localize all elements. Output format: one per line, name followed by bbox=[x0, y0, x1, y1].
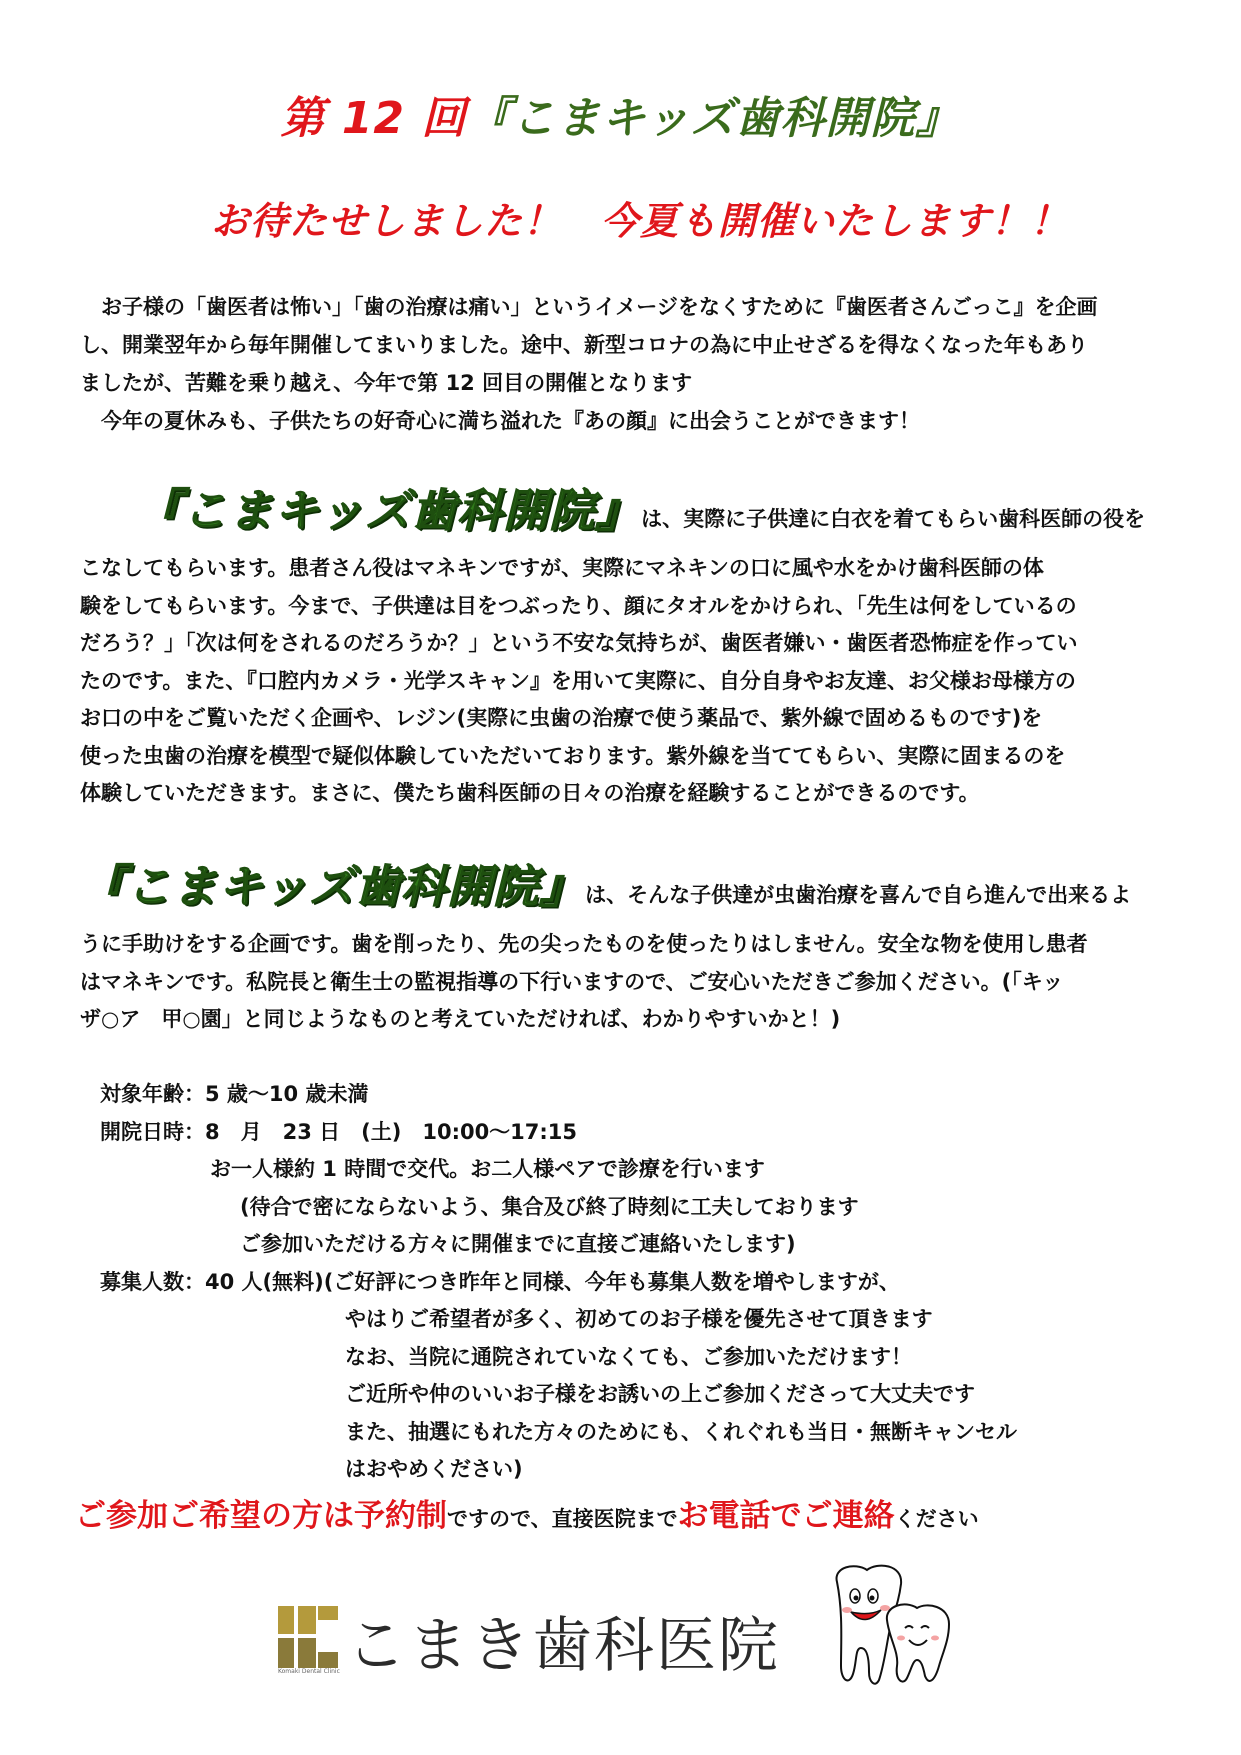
event-details bbox=[100, 1076, 1160, 1489]
recruit-note: やはりご希望者が多く、初めてのお子様を優先させて頂きます bbox=[345, 1307, 933, 1331]
block2-first-text: は、そんな子供達が虫歯治療を喜んで自ら進んで出来るよ bbox=[585, 883, 1132, 907]
date-value: 8 月 23 日 (土) 10:00～17:15 bbox=[205, 1119, 578, 1144]
recruit-row bbox=[100, 1264, 1160, 1302]
clinic-name: こまき歯科医院 bbox=[346, 1611, 780, 1681]
recruit-note: はおやめください) bbox=[345, 1457, 523, 1481]
title-prefix: 第 12 回 bbox=[280, 93, 467, 144]
description-block-1 bbox=[80, 480, 1160, 813]
block1-line: 体験していただきます。まさに、僕たち歯科医師の日々の治療を経験することができるのです。 bbox=[80, 781, 980, 805]
description-block-2 bbox=[80, 856, 1160, 1039]
cta-phone: お電話でご連絡 bbox=[677, 1498, 895, 1534]
block1-line: こなしてもらいます。患者さん役はマネキンですが、実際にマネキンの口に風や水をかけ歯科医師の体 bbox=[80, 556, 1044, 580]
logo-k-icon bbox=[278, 1606, 338, 1668]
call-to-action bbox=[75, 1490, 1175, 1535]
date-note: ご参加いただける方々に開催までに直接ご連絡いたします) bbox=[240, 1232, 796, 1256]
recruit-label: 募集人数： bbox=[100, 1269, 205, 1294]
teeth-mascot-icon bbox=[825, 1562, 965, 1692]
date-row bbox=[100, 1114, 1160, 1152]
recruit-note: また、抽選にもれた方々のためにも、くれぐれも当日・無断キャンセル bbox=[345, 1419, 1017, 1444]
block2-emphasis: 『こまキッズ歯科開院』 bbox=[80, 860, 586, 913]
block2-first-line bbox=[80, 856, 1160, 926]
age-label: 対象年齢： bbox=[100, 1082, 205, 1106]
intro-paragraph bbox=[80, 288, 1160, 440]
intro-line: 今年の夏休みも、子供たちの好奇心に満ち溢れた『あの顔』に出会うことができます！ bbox=[80, 409, 920, 433]
block1-line: たのです。また、『口腔内カメラ・光学スキャン』を用いて実際に、自分自身やお友達、お父様お母様方の bbox=[80, 668, 1076, 693]
intro-line: ましたが、苦難を乗り越え、今年で第 12 回目の開催となります bbox=[80, 371, 693, 395]
block2-line: はマネキンです。私院長と衛生士の監視指導の下行いますので、ご安心いただきご参加ください。(「キッ bbox=[80, 969, 1064, 994]
title-name: 『こまキッズ歯科開院』 bbox=[466, 93, 961, 144]
intro-line: し、開業翌年から毎年開催してまいりました。途中、新型コロナの為に中止せざるを得なくなった年もあり bbox=[80, 333, 1088, 357]
subtitle: お待たせしました！ 今夏も開催いたします！！ bbox=[210, 199, 1069, 243]
cta-text-end: ください bbox=[894, 1507, 979, 1531]
intro-line: お子様の「歯医者は怖い」「歯の治療は痛い」というイメージをなくすために『歯医者さんごっこ』を企画 bbox=[80, 295, 1098, 319]
block1-line: お口の中をご覧いただく企画や、レジン(実際に虫歯の治療で使う薬品で、紫外線で固めるものです)を bbox=[80, 706, 1043, 730]
cta-text: ですので、直接医院まで bbox=[447, 1507, 678, 1531]
block1-first-line bbox=[80, 480, 1160, 550]
block2-line: ザ○ア 甲○園」と同じようなものと考えていただければ、わかりやすいかと！) bbox=[80, 1007, 841, 1031]
date-label: 開院日時： bbox=[100, 1119, 205, 1144]
date-note: お一人様約 1 時間で交代。お二人様ペアで診療を行います bbox=[210, 1157, 765, 1181]
block1-line: だろう？」「次は何をされるのだろうか？」という不安な気持ちが、歯医者嫌い・歯医者恐怖症を作ってい bbox=[80, 631, 1078, 655]
clinic-logo bbox=[278, 1598, 818, 1681]
date-note: (待合で密にならないよう、集合及び終了時刻に工夫しております bbox=[240, 1194, 859, 1219]
age-row bbox=[100, 1076, 1160, 1114]
block1-line: 使った虫歯の治療を模型で疑似体験していただいております。紫外線を当ててもらい、実際に固まるのを bbox=[80, 743, 1066, 768]
block2-line: うに手助けをする企画です。歯を削ったり、先の尖ったものを使ったりはしません。安全な物を使用し患者 bbox=[80, 932, 1088, 956]
logo-subtext: Komaki Dental Clinic bbox=[278, 1668, 340, 1675]
block1-line: 験をしてもらいます。今まで、子供達は目をつぶったり、顔にタオルをかけられ、「先生は何をしているの bbox=[80, 593, 1077, 618]
recruit-value: 40 人(無料)(ご好評につき昨年と同様、今年も募集人数を増やしますが、 bbox=[205, 1269, 900, 1294]
block1-emphasis: 『こまキッズ歯科開院』 bbox=[136, 484, 642, 537]
page-title bbox=[0, 82, 1241, 146]
recruit-note: ご近所や仲のいいお子様をお誘いの上ご参加くださって大丈夫です bbox=[345, 1382, 975, 1406]
block1-first-text: は、実際に子供達に白衣を着てもらい歯科医師の役を bbox=[641, 507, 1146, 531]
cta-reservation: ご参加ご希望の方は予約制 bbox=[75, 1498, 447, 1534]
recruit-note: なお、当院に通院されていなくても、ご参加いただけます！ bbox=[345, 1344, 912, 1369]
age-value: 5 歳～10 歳未満 bbox=[205, 1082, 369, 1106]
